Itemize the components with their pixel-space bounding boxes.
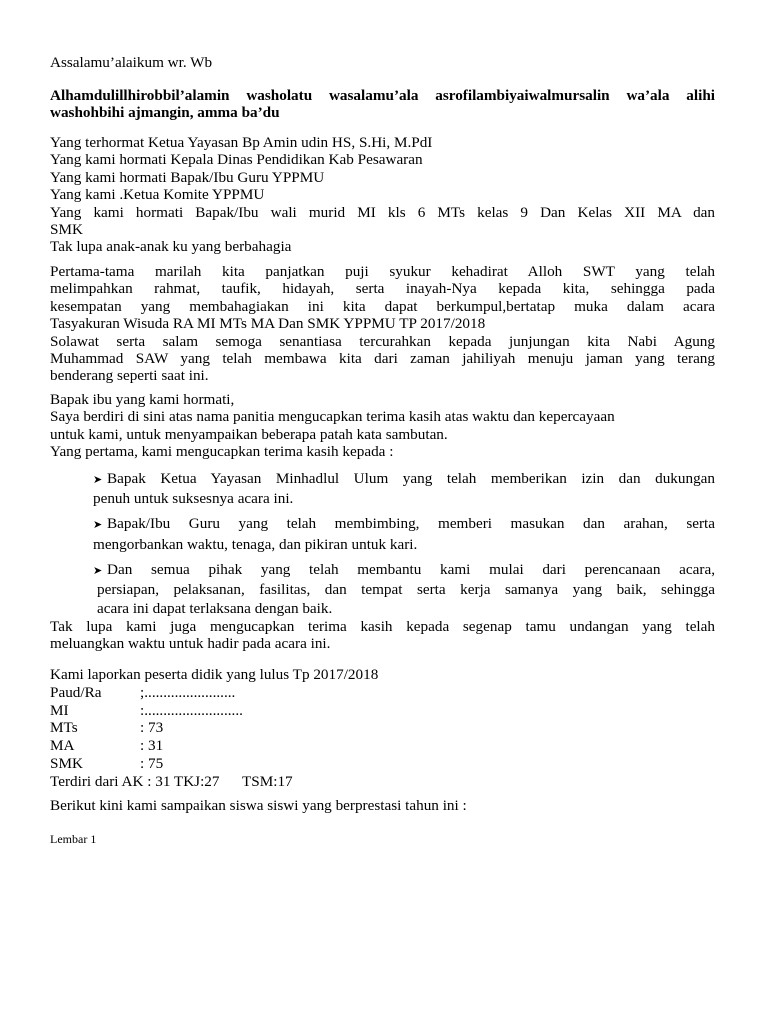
arrow-bullet-icon: ➤: [93, 518, 103, 532]
list-item: [93, 560, 715, 619]
graduates-report: [50, 666, 378, 791]
salutation-line: Yang kami hormati Bapak/Ibu wali murid MI kls 6 MTs kelas 9 Dan Kelas XII MA dan: [50, 203, 715, 221]
list-item: [93, 514, 715, 553]
opening-line: washohbihi ajmangin, amma ba’du: [50, 104, 280, 122]
greeting: Assalamu’alaikum wr. Wb: [50, 54, 213, 71]
list-item-text: mengorbankan waktu, tenaga, dan pikiran untuk kari.: [93, 535, 418, 553]
paragraph-line: Saya berdiri di sini atas nama panitia mengucapkan terima kasih atas waktu dan kepercayaan: [50, 408, 615, 426]
salutations: [50, 134, 715, 256]
report-label: SMK: [50, 754, 83, 772]
guests-paragraph: [50, 618, 715, 653]
list-item-text: penuh untuk suksesnya acara ini.: [93, 490, 294, 508]
arrow-bullet-icon: ➤: [93, 473, 103, 486]
paragraph-line: untuk kami, untuk menyampaikan beberapa patah kata sambutan.: [50, 425, 448, 443]
arrow-bullet-icon: ➤: [93, 563, 103, 577]
report-row: [50, 702, 378, 720]
closing-line: Berikut kini kami sampaikan siswa siswi yang berprestasi tahun ini :: [50, 797, 467, 814]
paragraph-line: benderang seperti saat ini.: [50, 367, 209, 385]
paragraph-line: Tak lupa kami juga mengucapkan terima kasih kepada segenap tamu undangan yang telah: [50, 618, 715, 635]
salutation-line: Yang terhormat Ketua Yayasan Bp Amin udin HS, S.Hi, M.PdI: [50, 134, 433, 151]
paragraph-line: Tasyakuran Wisuda RA MI MTs MA Dan SMK YPPMU TP 2017/2018: [50, 315, 486, 333]
praise-paragraph: [50, 263, 715, 385]
report-value: :..........................: [140, 701, 243, 719]
list-item-text: acara ini dapat terlaksana dengan baik.: [97, 600, 333, 618]
salutation-line: Yang kami .Ketua Komite YPPMU: [50, 186, 265, 204]
salutation-line: Tak lupa anak-anak ku yang berbahagia: [50, 238, 292, 256]
page-footer: Lembar 1: [50, 832, 97, 846]
list-item-text: Bapak Ketua Yayasan Minhadlul Ulum yang telah memberikan izin dan dukungan: [107, 470, 715, 487]
paragraph-line: meluangkan waktu untuk hadir pada acara ini.: [50, 635, 331, 653]
paragraph-line: Pertama-tama marilah kita panjatkan puji syukur kehadirat Alloh SWT yang telah: [50, 263, 715, 280]
greeting-block: [50, 54, 715, 71]
salutation-line: SMK: [50, 221, 83, 239]
report-breakdown: Terdiri dari AK : 31 TKJ:27 TSM:17: [50, 772, 293, 790]
salutation-line: Yang kami hormati Bapak/Ibu Guru YPPMU: [50, 168, 325, 186]
paragraph-line: Yang pertama, kami mengucapkan terima kasih kepada :: [50, 443, 394, 461]
opening-paragraph: [50, 87, 715, 122]
report-label: MTs: [50, 719, 78, 737]
list-item-text: persiapan, pelaksanan, fasilitas, dan tempat serta kerja samanya yang baik, sehingga: [97, 581, 715, 599]
paragraph-line: Muhammad SAW yang telah membawa kita dari zaman jahiliyah menuju jaman yang terang: [50, 350, 715, 368]
report-label: MA: [50, 737, 75, 755]
salutation-line: Yang kami hormati Kepala Dinas Pendidikan Kab Pesawaran: [50, 151, 423, 169]
thanks-list: [93, 469, 715, 624]
report-value: : 73: [140, 719, 164, 737]
list-item: [93, 469, 715, 508]
opening-line: Alhamdulillhirobbil’alamin washolatu wasalamu’ala asrofilambiyaiwalmursalin wa’ala alihi: [50, 87, 715, 104]
list-item-text: Bapak/Ibu Guru yang telah membimbing, memberi masukan dan arahan, serta: [107, 515, 715, 533]
thanks-paragraph: [50, 391, 715, 461]
report-row: [50, 755, 378, 773]
report-label: Paud/Ra: [50, 683, 102, 701]
list-item-text: Dan semua pihak yang telah membantu kami mulai dari perencanaan acara,: [107, 560, 715, 578]
paragraph-line: melimpahkan rahmat, taufik, hidayah, serta inayah-Nya kepada kita, sehingga pada: [50, 280, 715, 298]
report-row: [50, 684, 378, 702]
report-row: [50, 719, 378, 737]
paragraph-line: kesempatan yang membahagiakan ini kita dapat berkumpul,bertatap muka dalam acara: [50, 297, 715, 315]
closing-block: [50, 797, 715, 814]
report-value: ;........................: [140, 683, 236, 701]
report-label: MI: [50, 701, 69, 719]
report-row: [50, 737, 378, 755]
report-value: : 75: [140, 754, 164, 772]
paragraph-line: Bapak ibu yang kami hormati,: [50, 391, 235, 408]
report-value: : 31: [140, 737, 164, 755]
report-heading: Kami laporkan peserta didik yang lulus Tp 2017/2018: [50, 666, 379, 683]
paragraph-line: Solawat serta salam semoga senantiasa tercurahkan kepada junjungan kita Nabi Agung: [50, 332, 715, 350]
